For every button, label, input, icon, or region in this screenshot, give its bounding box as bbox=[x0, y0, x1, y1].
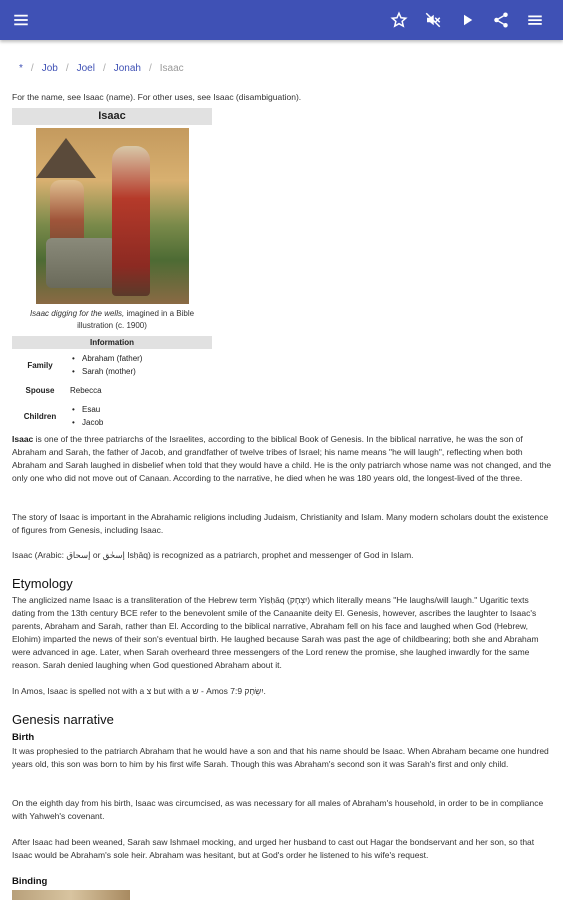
heading-birth: Birth bbox=[12, 732, 35, 743]
star-icon[interactable] bbox=[389, 10, 409, 30]
breadcrumb-item-joel[interactable]: Joel bbox=[76, 63, 95, 74]
infobox-title: Isaac bbox=[12, 108, 212, 125]
breadcrumb-home[interactable]: * bbox=[19, 63, 23, 74]
row-label: Children bbox=[23, 411, 57, 421]
volume-off-icon[interactable] bbox=[423, 10, 443, 30]
row-label: Spouse bbox=[25, 386, 55, 395]
heading-genesis-narrative: Genesis narrative bbox=[12, 712, 114, 727]
row-value[interactable]: Rebecca bbox=[70, 386, 102, 395]
infobox-info-header: Information bbox=[12, 336, 212, 349]
birth-paragraph-2: On the eighth day from his birth, Isaac was circumcised, as was necessary for all males of Abraham's household, in order to be in compliance with Yahweh's covenant. bbox=[12, 798, 544, 821]
list-item[interactable]: • Sarah (mother) bbox=[72, 365, 212, 378]
birth-paragraph-1: It was prophesied to the patriarch Abraham that he would have a son and that his name should be Isaac. When Abraham became one hundred years old, this son was born to him by his first wife Sarah. Though this was Abraham's second son it was Sarah's first and only child. bbox=[12, 746, 549, 769]
share-icon[interactable] bbox=[491, 10, 511, 30]
list-item[interactable]: • Esau bbox=[72, 403, 212, 416]
caption-rest: imagined in a Bible illustration (c. 1900) bbox=[77, 309, 195, 330]
menu-icon[interactable] bbox=[11, 10, 31, 30]
amos-paragraph: In Amos, Isaac is spelled not with a צ but with a ש - Amos 7:9 יִשְׂחָק. bbox=[12, 686, 266, 696]
infobox-caption bbox=[12, 308, 212, 332]
paragraph-religions: The story of Isaac is important in the Abrahamic religions including Judaism, Christianity and Islam. Many modern scholars doubt the existence of figures from Genesis, including Isaac. bbox=[12, 512, 549, 535]
list-icon[interactable] bbox=[525, 10, 545, 30]
heading-binding: Binding bbox=[12, 876, 48, 887]
paragraph-islam: Isaac (Arabic: إسحاق or إسحٰق Isḥāq) is recognized as a patriarch, prophet and messenger of God in Islam. bbox=[12, 550, 414, 560]
list-item[interactable]: • Abraham (father) bbox=[72, 352, 212, 365]
birth-paragraph-3: After Isaac had been weaned, Sarah saw Ishmael mocking, and urged her husband to cast out Hagar the bondservant and her son, so that Isaac would be Abraham's sole heir. Abraham was hesitant, but at God's order he listened to his wife's request. bbox=[12, 837, 535, 860]
breadcrumb: * / Job / Joel / Jonah / Isaac bbox=[19, 63, 184, 74]
intro-lead: Isaac bbox=[12, 434, 34, 444]
etymology-paragraph: The anglicized name Isaac is a transliteration of the Hebrew term Yiṣḥāq (יִצְחָק) which literally means "He laughs/will laugh." Ugaritic texts dating from the 13th century BCE refer to the benevolent smile of the Canaanite deity El. Genesis, however, ascribes the laughter to Isaac's parents, Abraham and Sarah, rather than El. According to the biblical narrative, Abraham fell on his face and laughed when God (Hebrew, Elohim) imparted the news of their son's eventual birth. He laughed because Sarah was past the age of childbearing; both she and Abraham were advanced in age. Later, when Sarah overheard three messengers of the Lord renew the promise, she laughed inwardly for the same reason. Sarah denied laughing when God questioned Abraham about it. bbox=[12, 595, 539, 670]
hatnote: For the name, see Isaac (name). For other uses, see Isaac (disambiguation). bbox=[12, 92, 302, 102]
infobox-row-spouse bbox=[12, 378, 212, 403]
infobox-image[interactable] bbox=[36, 128, 189, 304]
app-bar bbox=[0, 0, 563, 40]
caption-italic: Isaac digging for the wells, bbox=[29, 309, 125, 318]
breadcrumb-current: Isaac bbox=[159, 63, 184, 74]
infobox-row-family bbox=[12, 352, 212, 378]
binding-image[interactable] bbox=[12, 890, 130, 900]
intro-paragraph bbox=[12, 433, 552, 485]
play-icon[interactable] bbox=[457, 10, 477, 30]
infobox bbox=[12, 108, 212, 429]
breadcrumb-item-job[interactable]: Job bbox=[41, 63, 58, 74]
heading-etymology: Etymology bbox=[12, 576, 73, 591]
infobox-row-children bbox=[12, 403, 212, 429]
breadcrumb-item-jonah[interactable]: Jonah bbox=[113, 63, 141, 74]
intro-rest: is one of the three patriarchs of the Israelites, according to the biblical Book of Genesis. In the biblical narrative, he was the son of Abraham and Sarah, the father of Jacob, and grandfather of twelve tribes of Israel; his name means "he will laugh", reflecting when both Abraham and Sarah laughed in disbelief when told that they would have a child. He is the only patriarch whose name was not changed, and the only one who did not move out of Canaan. According to the narrative, he died when he was 180 years old, the longest-lived of the three. bbox=[12, 434, 552, 483]
list-item[interactable]: • Jacob bbox=[72, 416, 212, 429]
row-label: Family bbox=[27, 360, 53, 370]
